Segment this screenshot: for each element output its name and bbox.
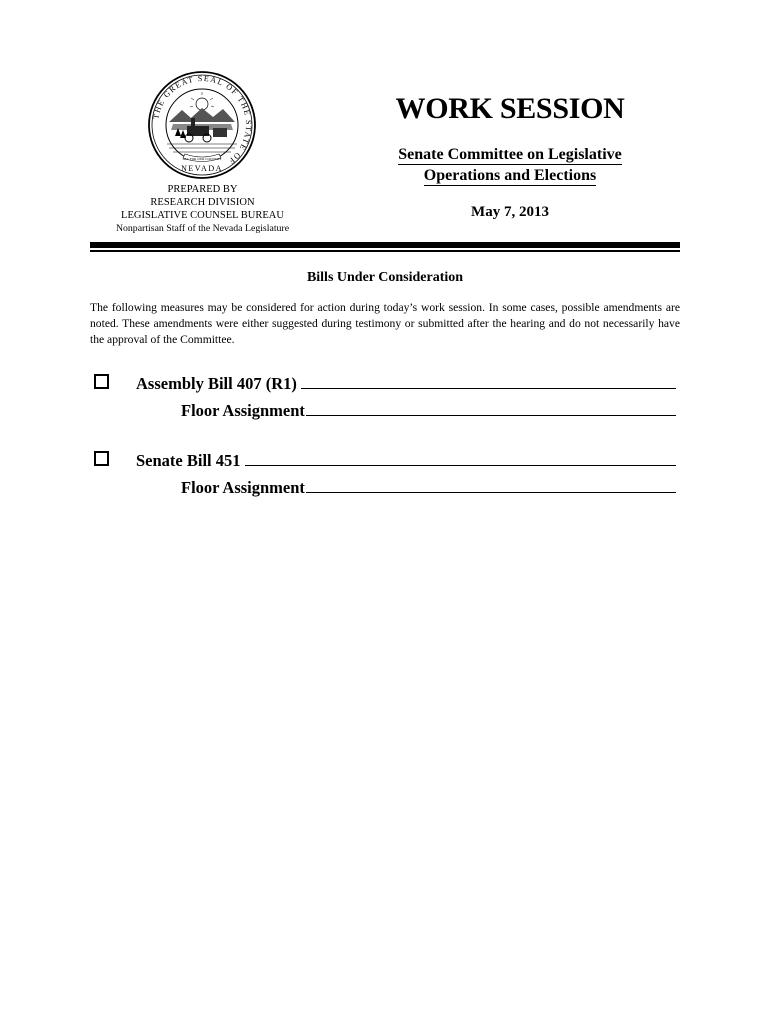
nevada-state-seal: [147, 70, 257, 180]
floor-assignment-row: [181, 401, 676, 421]
svg-text:ALL FOR OUR COUNTRY: ALL FOR OUR COUNTRY: [182, 157, 222, 161]
svg-text:NEVADA: NEVADA: [181, 164, 223, 173]
prepared-by-line: PREPARED BY: [167, 184, 238, 195]
header-divider-thick: [90, 242, 680, 248]
intro-paragraph: The following measures may be considered for action during today’s work session. In some cases, possible amendments are noted. These amendments were either suggested during testimony or submitted after the hearing and do not necessarily have the approval of the Committee.: [90, 301, 680, 346]
session-date: May 7, 2013: [471, 204, 549, 220]
bill-blank-line[interactable]: [245, 451, 676, 466]
bill-row: [136, 374, 676, 394]
header-divider-thin: [90, 250, 680, 252]
floor-assignment-row: [181, 478, 676, 498]
bill-blank-line[interactable]: [301, 374, 676, 389]
section-heading: Bills Under Consideration: [306, 270, 464, 285]
bill-name: Assembly Bill 407 (R1): [136, 374, 297, 393]
bill-checkbox[interactable]: [94, 374, 109, 389]
committee-name-line1: Senate Committee on Legislative: [398, 146, 622, 163]
svg-text:THE GREAT SEAL OF THE STATE OF: THE GREAT SEAL OF THE STATE OF: [151, 73, 254, 167]
floor-assignment-blank-line[interactable]: [306, 401, 676, 416]
bill-name: Senate Bill 451: [136, 451, 241, 470]
lcb-line: LEGISLATIVE COUNSEL BUREAU: [121, 210, 284, 221]
floor-assignment-label: Floor Assignment: [181, 478, 305, 497]
bill-row: [136, 451, 676, 471]
research-division-line: RESEARCH DIVISION: [150, 197, 255, 208]
bill-checkbox[interactable]: [94, 451, 109, 466]
floor-assignment-blank-line[interactable]: [306, 478, 676, 493]
page-title: WORK SESSION: [395, 92, 625, 125]
committee-name-line2: Operations and Elections: [423, 167, 597, 184]
floor-assignment-label: Floor Assignment: [181, 401, 305, 420]
nonpartisan-staff-line: Nonpartisan Staff of the Nevada Legislature: [115, 223, 290, 234]
